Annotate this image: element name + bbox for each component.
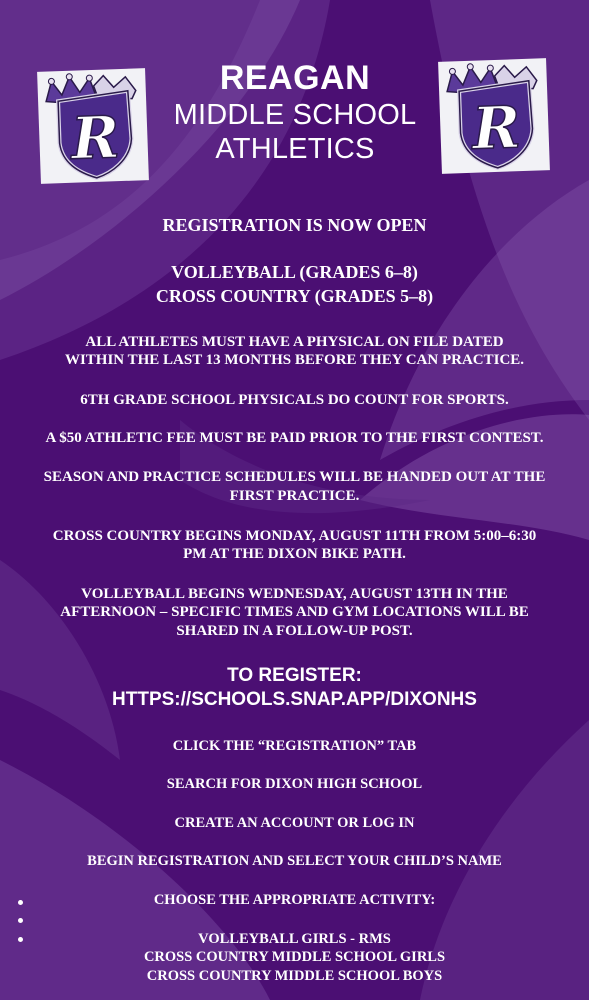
school-name: REAGAN [219,59,371,97]
bullet-icon [18,918,23,923]
athletic-fee-note: A $50 ATHLETIC FEE MUST BE PAID PRIOR TO THE FIRST CONTEST. [45,430,544,446]
schedule-note-line-1: SEASON AND PRACTICE SCHEDULES WILL BE HANDED OUT AT THE [43,469,546,485]
sport-volleyball: VOLLEYBALL (GRADES 6–8) [171,262,418,282]
svg-text:R: R [471,93,522,163]
header-subtitle-line-1: MIDDLE SCHOOL [173,99,417,131]
crest-logo-right [438,58,550,174]
step-click-registration-tab: CLICK THE “REGISTRATION” TAB [172,738,417,754]
physical-requirement-line-2: WITHIN THE LAST 13 MONTHS BEFORE THEY CAN PRACTICE. [64,352,525,368]
svg-text:R: R [70,103,121,173]
registration-open-heading: REGISTRATION IS NOW OPEN [162,215,427,235]
to-register-label: TO REGISTER: [227,665,362,686]
step-choose-activity: CHOOSE THE APPROPRIATE ACTIVITY: [153,892,436,908]
volleyball-start-line-2: AFTERNOON – SPECIFIC TIMES AND GYM LOCATIONS WILL BE [60,604,529,620]
bullet-icon [18,900,23,905]
crest-logo-left [37,68,149,184]
sixth-grade-physicals-note: 6TH GRADE SCHOOL PHYSICALS DO COUNT FOR SPORTS. [80,392,509,408]
activity-cross-country-boys: CROSS COUNTRY MIDDLE SCHOOL BOYS [146,968,443,984]
activity-cross-country-girls: CROSS COUNTRY MIDDLE SCHOOL GIRLS [143,949,446,965]
schedule-note-line-2: FIRST PRACTICE. [229,488,360,504]
physical-requirement-line-1: ALL ATHLETES MUST HAVE A PHYSICAL ON FILE DATED [85,334,504,350]
step-begin-registration: BEGIN REGISTRATION AND SELECT YOUR CHILD’S NAME [87,853,502,869]
step-create-account: CREATE AN ACCOUNT OR LOG IN [174,815,415,831]
header-subtitle-line-2: ATHLETICS [215,133,375,165]
page-header [150,58,440,166]
registration-url-link[interactable]: HTTPS://SCHOOLS.SNAP.APP/DIXONHS [112,689,477,710]
sport-cross-country: CROSS COUNTRY (GRADES 5–8) [155,286,434,306]
activity-volleyball-girls: VOLLEYBALL GIRLS - RMS [198,931,391,947]
volleyball-start-line-1: VOLLEYBALL BEGINS WEDNESDAY, AUGUST 13TH IN THE [81,586,508,602]
step-search-school: SEARCH FOR DIXON HIGH SCHOOL [166,776,423,792]
cross-country-start-line-2: PM AT THE DIXON BIKE PATH. [183,546,406,562]
cross-country-start-line-1: CROSS COUNTRY BEGINS MONDAY, AUGUST 11TH FROM 5:00–6:30 [52,528,537,544]
volleyball-start-line-3: SHARED IN A FOLLOW-UP POST. [176,623,413,639]
